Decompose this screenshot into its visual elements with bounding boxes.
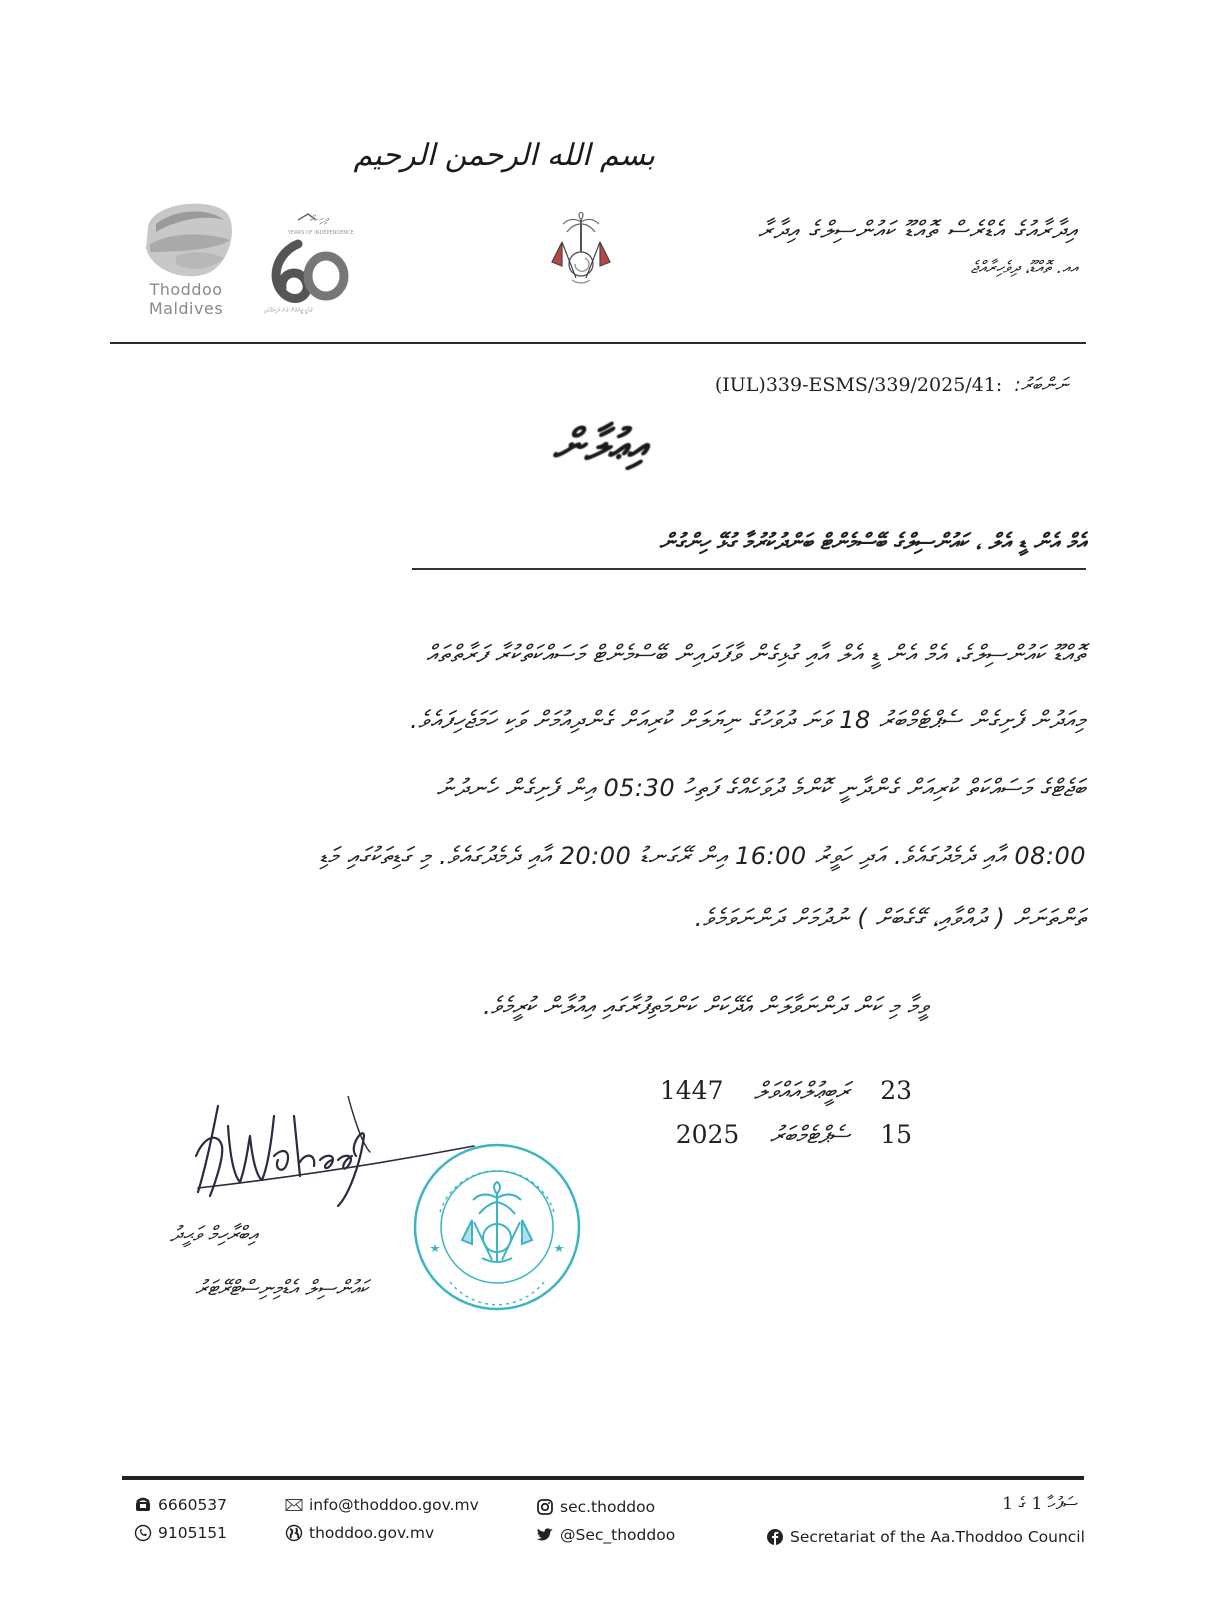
- footer-phone-1: [134, 1496, 227, 1514]
- gregorian-day: 15: [880, 1120, 912, 1149]
- email-icon: [285, 1496, 303, 1514]
- sixty-years-logo: [258, 208, 360, 316]
- phone-2-text: 9105151: [158, 1524, 228, 1542]
- closing-line: ވީމާ މި ކަން ދަންނަވާލަން އެދޭކަށް ކަންމަތިފުރާގައި އިއުލާން ކުރީމެވެ.: [483, 992, 928, 1020]
- gregorian-year: 2025: [675, 1120, 740, 1149]
- thoddoo-logo-line2: Maldives: [148, 299, 224, 318]
- email-text[interactable]: info@thoddoo.gov.mv: [309, 1496, 479, 1514]
- svg-text:YEARS OF INDEPENDENCE: YEARS OF INDEPENDENCE: [288, 230, 354, 236]
- instagram-text[interactable]: sec.thoddoo: [560, 1498, 656, 1516]
- viber-icon: [134, 1524, 152, 1542]
- subject-line: އެމް އެން ޑީ އެލް ، ކައުންސިލްގެ ބޭސްމެންޓް ބަންދުކުރުމާ ގުޅޭ ހިންގުން: [659, 530, 1086, 555]
- signer-name: އިބްރާހިމް ވަޙީދު: [169, 1222, 258, 1246]
- body-line-1: ތޮއްޑޫ ކައުންސިލްގެ، އެމް އެން ޑީ އެލް އާއި ގުޅިގެން ވާފަދައިން ބޭސްމެންޓް މަސައްކަތްކުރާ ފަރާތްތައް: [426, 640, 1086, 668]
- hijri-month: ރަބީޢުލްއައްވަލް: [754, 1077, 850, 1105]
- globe-icon: [285, 1524, 303, 1542]
- bismillah-calligraphy: [353, 138, 655, 188]
- thoddoo-maldives-logo: [136, 198, 236, 320]
- bismillah-text: بسم الله الرحمن الرحيم: [353, 138, 655, 173]
- national-emblem-icon: [548, 212, 614, 294]
- svg-text:ޤައުމީ ވީރުވުން ވަނަ ފަހިމަގުގ: ޤައުމީ ވީރުވުން ވަނަ ފަހިމަގުގައި: [264, 307, 313, 314]
- phone-icon: [134, 1496, 152, 1514]
- hijri-year: 1447: [659, 1076, 724, 1105]
- signer-title: ކައުންސިލް އެޑްމިނިސްޓްރޭޓަރު: [194, 1276, 368, 1300]
- gregorian-month: ސެޕްޓެމްބަރު: [769, 1121, 850, 1149]
- body-line-4: 08:00 އާއި ދެމެދުގައެވެ. އަދި ހަވީރު 16:00 އިން ރޭގަނޑު 20:00 އާއި ދެމެދުގައެވެ. މި ގަޑިތަކުގައި މަޑި: [318, 842, 1086, 870]
- footer-instagram[interactable]: [536, 1498, 655, 1516]
- reference-number: [715, 374, 1068, 396]
- facebook-icon: [766, 1528, 784, 1546]
- facebook-text[interactable]: Secretariat of the Aa.Thoddoo Council: [790, 1528, 1085, 1546]
- reference-label: ނަންބަރު:: [1014, 374, 1068, 396]
- hijri-day: 23: [880, 1076, 912, 1105]
- header-divider: [110, 342, 1086, 344]
- body-line-5: ތަންތަނަށް ( ދުއްވާއި، ގޭގެބަށް ) ނުދުމަށް ދަންނަވަމެވެ.: [694, 904, 1086, 932]
- thoddoo-logo-line1: Thoddoo: [149, 280, 223, 299]
- footer-website[interactable]: [285, 1524, 434, 1542]
- thoddoo-logo-mark: [136, 198, 236, 280]
- thoddoo-logo-name: [136, 280, 236, 318]
- footer-phone-2: [134, 1524, 227, 1542]
- instagram-icon: [536, 1498, 554, 1516]
- footer-facebook[interactable]: [766, 1528, 1085, 1546]
- footer-email[interactable]: [285, 1496, 479, 1514]
- body-line-3: ބަޖެޓްގެ މަސައްކަތް ކުރިއަށް ގެންދާނީ ކޮންމެ ދުވަހެއްގެ ފަތިހު 05:30 އިން ފެށިގެން ހެނދުނު: [436, 774, 1086, 802]
- document-type-title: [520, 402, 680, 488]
- organization-name: އިދާރާއުގެ އެޑްރެސް ތޮއްޑޫ ކައުންސިލްގެ އިދާރާ: [758, 216, 1078, 244]
- organization-address: އއ. ތޮއްޑޫ، ދިވެހިރާއްޖެ: [970, 258, 1078, 278]
- twitter-text[interactable]: @Sec_thoddoo: [560, 1526, 676, 1544]
- official-stamp: [412, 1142, 582, 1312]
- website-text[interactable]: thoddoo.gov.mv: [309, 1524, 435, 1542]
- svg-text:ދިހިސް: ދިހިސް: [310, 214, 329, 225]
- document-type-text: އިޢުލާން: [552, 419, 648, 471]
- reference-value: (IUL)339-ESMS/339/2025/41:: [714, 374, 1003, 396]
- footer-twitter[interactable]: [536, 1526, 675, 1544]
- page-indicator: ސަފުހާ 1 ގެ 1: [1002, 1494, 1078, 1514]
- phone-1-text: 6660537: [158, 1496, 228, 1514]
- hijri-date: [660, 1076, 912, 1105]
- subject-underline: [412, 568, 1086, 570]
- gregorian-date: [676, 1120, 912, 1149]
- body-line-2: މިއަދުން ފެށިގެން ސެޕްޓެމްބަރު 18 ވަނަ ދުވަހުގެ ނިޔަލަށް ކުރިއަށް ގެންދިއުމަށް ވަކި ހަމަޖެހިފައެވެ.: [410, 706, 1086, 734]
- twitter-icon: [536, 1526, 554, 1544]
- footer-divider: [122, 1476, 1084, 1480]
